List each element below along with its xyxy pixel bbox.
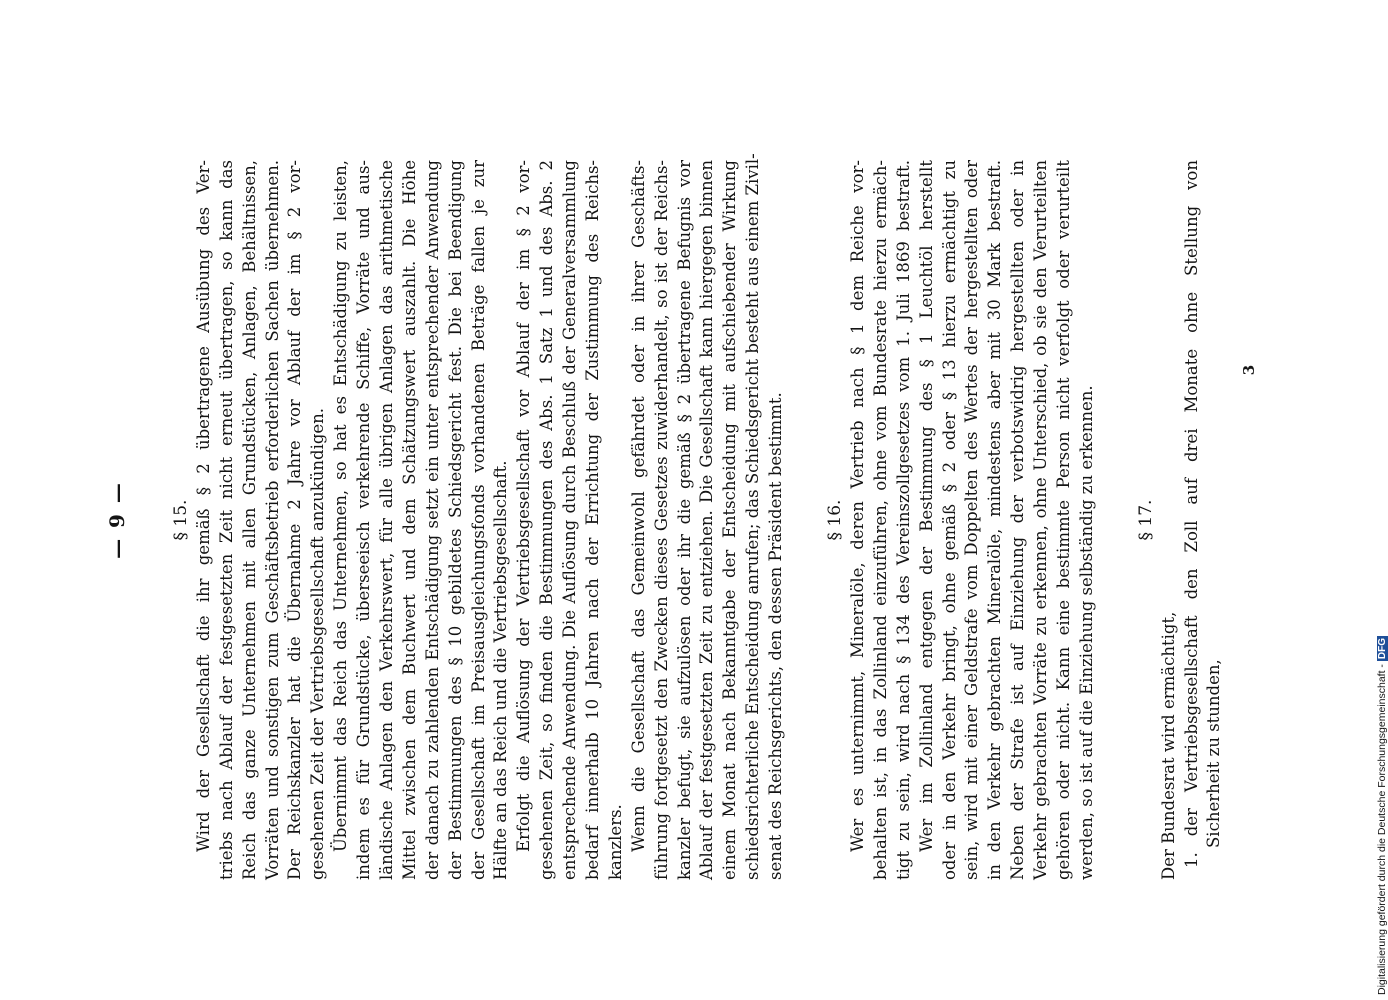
text-line: gesehenen Zeit der Vertriebsgesellschaft anzukündigen.	[308, 407, 328, 880]
text-line: indem es für Grundstücke, überseeisch verkehrende Schiffe, Vorräte und aus-	[354, 160, 374, 880]
text-line: Ablauf der festgesetzten Zeit zu entziehen. Die Gesellschaft kann hiergegen binnen	[697, 160, 717, 880]
text-line: Mittel zwischen dem Buchwert und dem Schätzungswert auszahlt. Die Höhe	[399, 160, 419, 880]
text-line: oder in den Verkehr bringt, ohne gemäß § 2 oder § 13 hierzu ermächtigt zu	[939, 160, 959, 880]
text-line: Neben der Strafe ist auf Einziehung der verbotswidrig hergestellten oder in	[1008, 160, 1028, 880]
funding-note-text: Digitalisierung gefördert durch die Deutsche Forschungsgemeinschaft -	[1376, 664, 1388, 995]
text-line: führung fortgesetzt den Zwecken dieses Gesetzes zuwiderhandelt, so ist der Reichs-	[651, 160, 671, 880]
dfg-logo: DFG	[1377, 637, 1388, 660]
text-line: Wer es unternimmt, Mineralöle, deren Vertrieb nach § 1 dem Reiche vor-	[847, 160, 867, 852]
text-line: gehören oder nicht. Kann eine bestimmte Person nicht verfolgt oder verurteilt	[1053, 160, 1073, 880]
text-line: der Gesellschaft im Preisausgleichungsfonds vorhandenen Beträge fallen je zur	[468, 160, 488, 880]
text-line: Erfolgt die Auflösung der Vertriebsgesellschaft vor Ablauf der im § 2 vor-	[514, 160, 534, 852]
text-line: Wird der Gesellschaft die ihr gemäß § 2 übertragene Ausübung des Ver-	[193, 160, 213, 852]
text-line: tigt zu sein, wird nach § 134 des Vereinszollgesetzes vom 1. Juli 1869 bestraft.	[893, 160, 913, 880]
text-line: der Bestimmungen des § 10 gebildetes Schiedsgericht fest. Die bei Beendigung	[445, 160, 465, 880]
text-line: Vorräten und sonstigen zum Geschäftsbetrieb erforderlichen Sachen übernehmen.	[262, 160, 282, 880]
sheet-number: 3	[1240, 364, 1258, 376]
text-line: Reich das ganze Unternehmen mit allen Grundstücken, Anlagen, Behältnissen,	[239, 160, 259, 880]
text-line: Der Reichskanzler hat die Übernahme 2 Jahre vor Ablauf der im § 2 vor-	[285, 160, 305, 880]
page-number: — 9 —	[105, 481, 129, 559]
rotated-page	[105, 153, 1270, 880]
text-line: der danach zu zahlenden Entschädigung setzt ein unter entsprechender Anwendung	[422, 160, 442, 880]
text-line: werden, so ist auf die Einziehung selbständig zu erkennen.	[1076, 385, 1096, 880]
text-line: behalten ist, in das Zollinland einzuführen, ohne vom Bundesrate hierzu ermäch-	[870, 160, 890, 880]
funding-note	[1376, 636, 1388, 995]
text-line: kanzler befugt, sie aufzulösen oder ihr die gemäß § 2 übertragene Befugnis vor	[674, 160, 694, 880]
section-heading: § 17.	[1135, 499, 1156, 541]
text-line: gesehenen Zeit, so finden die Bestimmungen des Abs. 1 Satz 1 und des Abs. 2	[537, 160, 557, 880]
section-heading: § 15.	[171, 499, 191, 541]
text-line: kanzlers.	[605, 804, 625, 880]
text-line: Der Bundesrat wird ermächtigt,	[1158, 611, 1178, 880]
text-line: Hälfte an das Reich und die Vertriebsgesellschaft.	[491, 460, 511, 880]
text-line: 1. der Vertriebsgesellschaft den Zoll auf drei Monate ohne Stellung von	[1181, 160, 1201, 868]
text-line: Verkehr gebrachten Vorräte zu erkennen, ohne Unterschied, ob sie den Verurteilten	[1031, 160, 1051, 880]
text-line: in den Verkehr gebrachten Mineralöle, mindestens aber mit 30 Mark bestraft.	[985, 160, 1005, 880]
text-line	[1099, 160, 1135, 880]
text-line: einem Monat nach Bekanntgabe der Entscheidung mit aufschiebender Wirkung	[720, 160, 740, 880]
text-line	[788, 160, 824, 880]
text-line: Sicherheit zu stunden,	[1204, 659, 1224, 848]
text-line: sein, wird mit einer Geldstrafe vom Doppelten des Wertes der hergestellten oder	[962, 160, 982, 880]
text-line: ländische Anlagen den Verkehrswert, für alle übrigen Anlagen das arithmetische	[377, 160, 397, 880]
text-line: entsprechende Anwendung. Die Auflösung durch Beschluß der Generalversammlung	[560, 160, 580, 880]
text-line: senat des Reichsgerichts, den dessen Präsident bestimmt.	[766, 392, 786, 880]
text-line: schiedsrichterliche Entscheidung anrufen; das Schiedsgericht besteht aus einem Zivil-	[743, 153, 763, 880]
text-line: Wer im Zollinland entgegen der Bestimmung des § 1 Leuchtöl herstellt	[916, 160, 936, 852]
text-line: Wenn die Gesellschaft das Gemeinwohl gefährdet oder in ihrer Geschäfts-	[628, 160, 648, 852]
section-heading: § 16.	[825, 499, 846, 541]
text-line: Übernimmt das Reich das Unternehmen, so hat es Entschädigung zu leisten,	[331, 160, 351, 852]
text-line: triebs nach Ablauf der festgesetzten Zeit nicht erneut übertragen, so kann das	[216, 160, 236, 880]
text-line: bedarf innerhalb 10 Jahren nach der Errichtung der Zustimmung des Reichs-	[583, 160, 603, 880]
page-body	[170, 153, 1226, 880]
